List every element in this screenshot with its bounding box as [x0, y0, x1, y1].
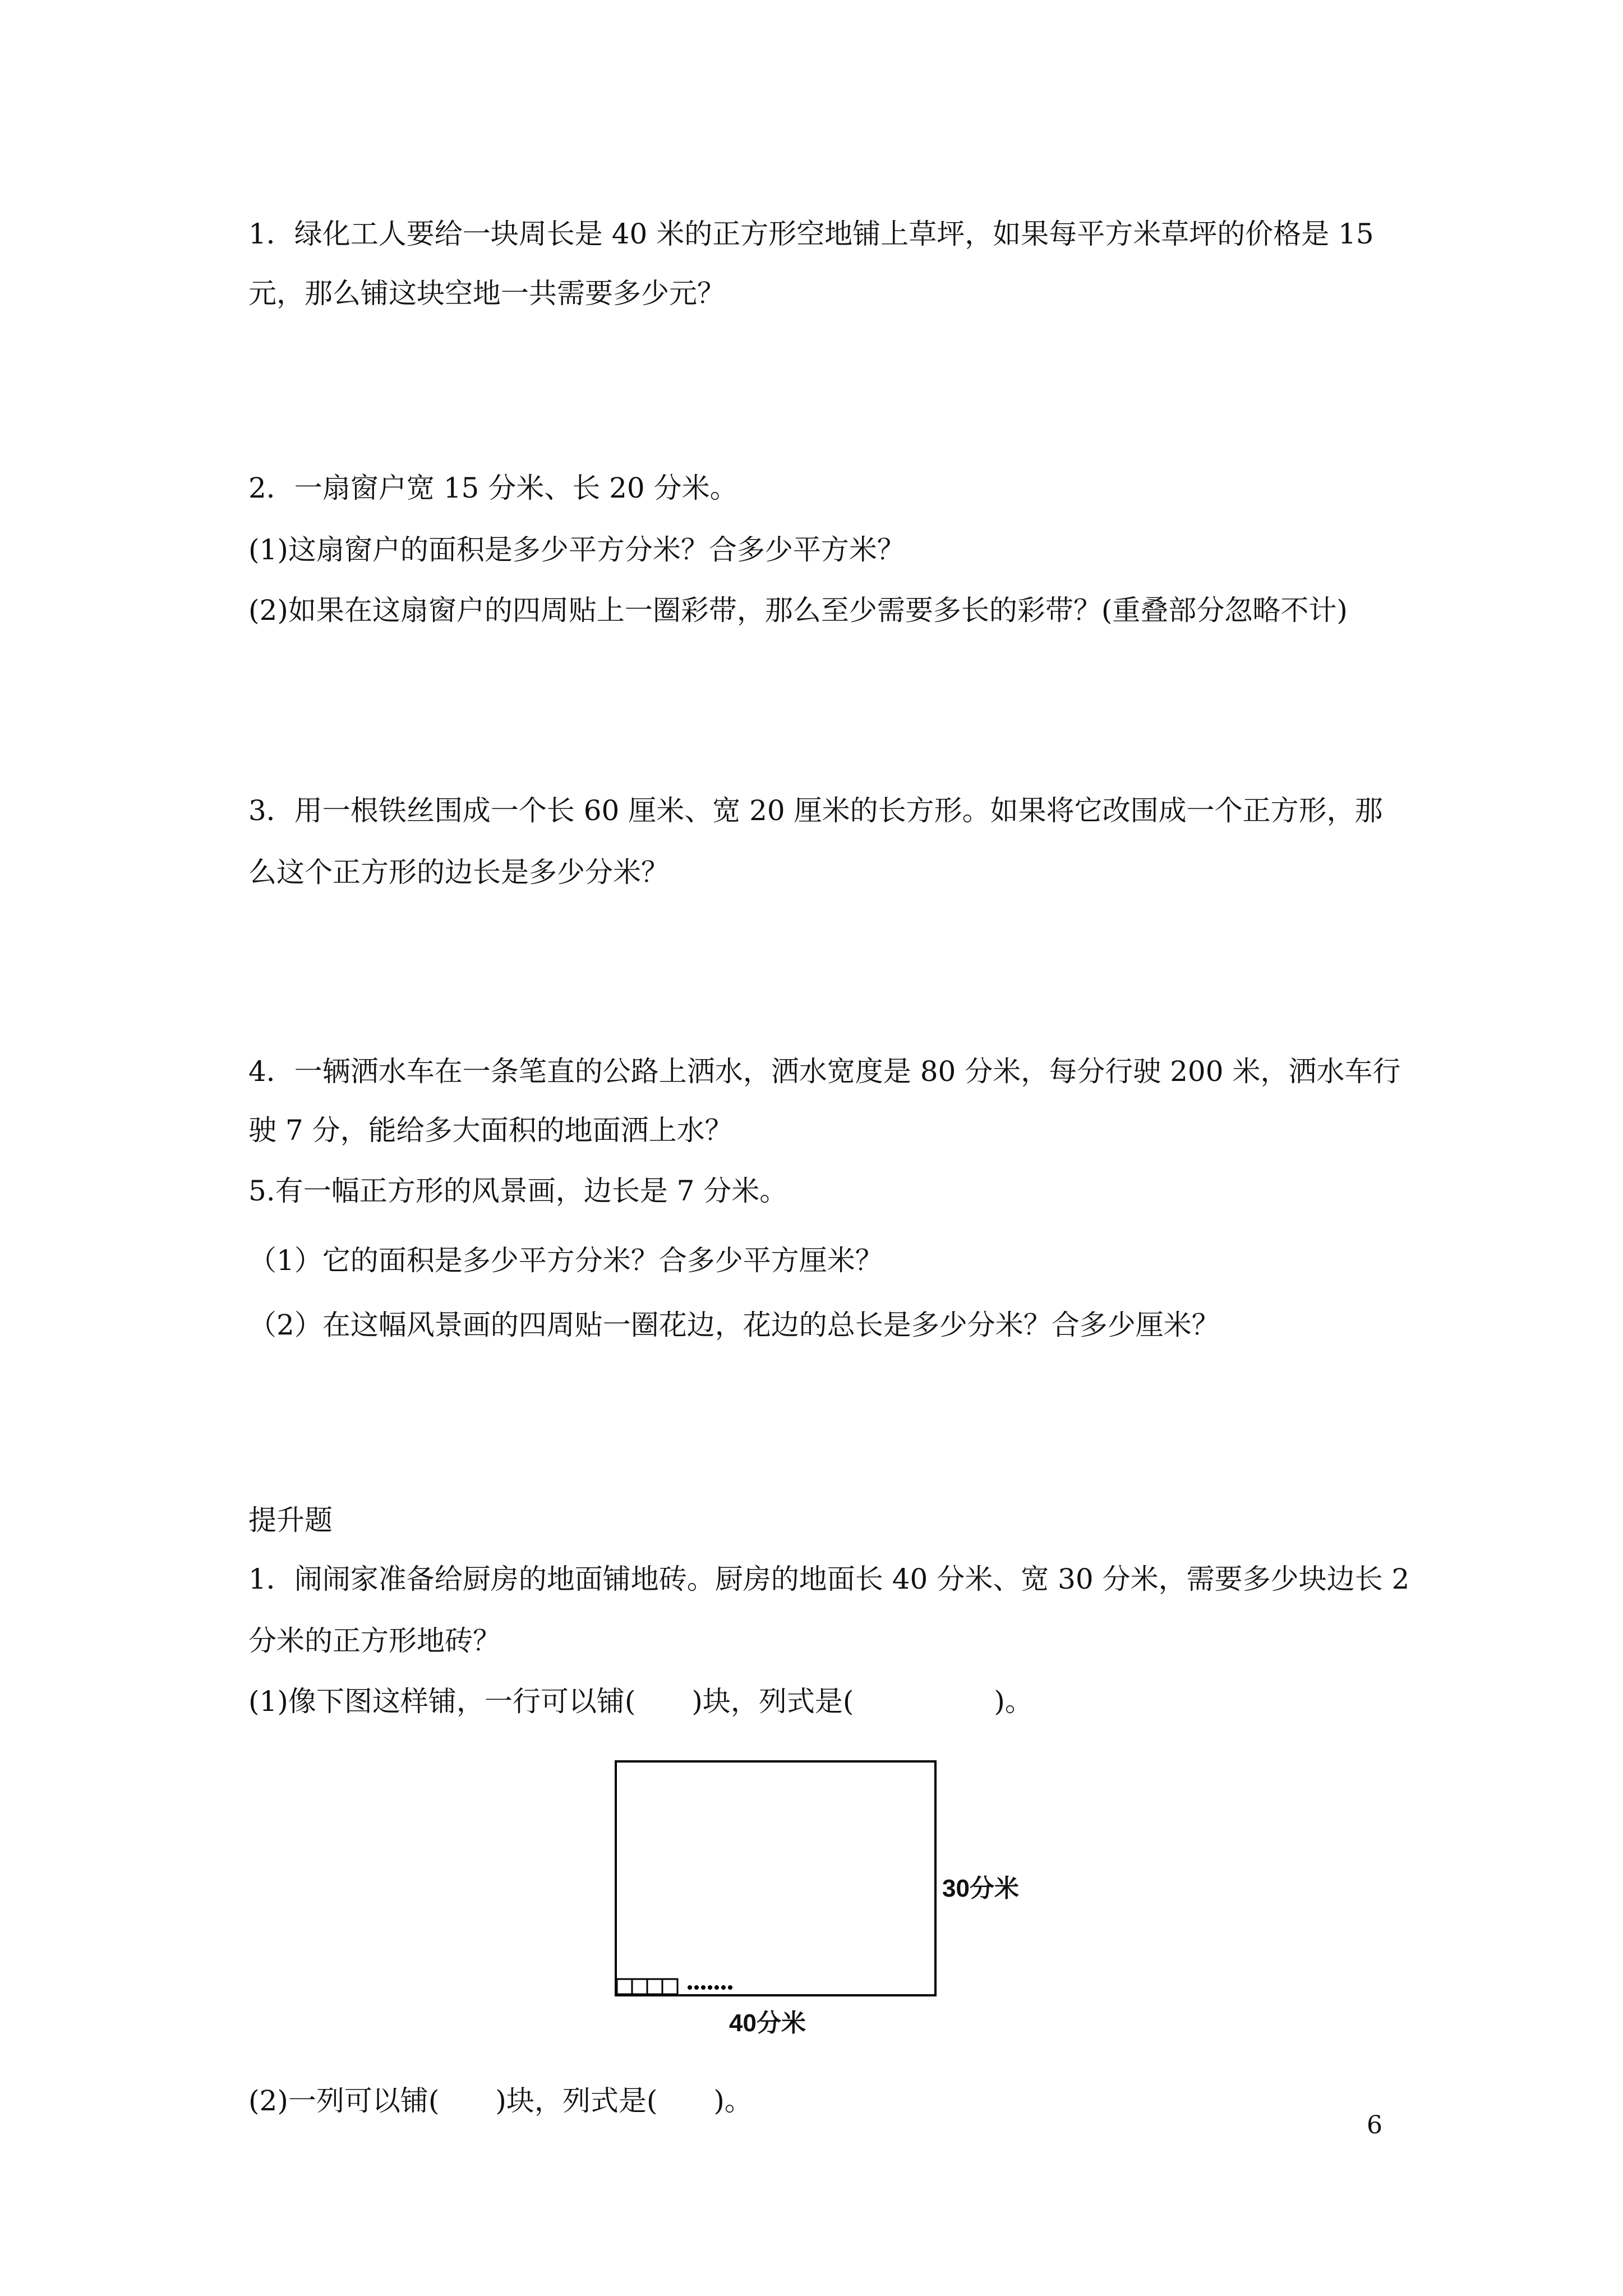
- q3-line-2: 么这个正方形的边长是多少分米？: [248, 856, 669, 889]
- q4-line-1: 4．一辆洒水车在一条笔直的公路上洒水，洒水宽度是 80 分米，每分行驶 200 米，洒水车行: [248, 1055, 1401, 1088]
- continuation-dots: [688, 1985, 732, 1990]
- tile-row: [617, 1979, 677, 1994]
- adv-line-1: 1．闹闹家准备给厨房的地面铺地砖。厨房的地面长 40 分米、宽 30 分米，需要多少块边长 2: [248, 1563, 1410, 1595]
- tile-3: [647, 1979, 662, 1994]
- page-number: 6: [1367, 2111, 1382, 2139]
- width-label: 40分米: [729, 2009, 806, 2037]
- q5-line-2: （1）它的面积是多少平方分米？合多少平方厘米？: [248, 1244, 883, 1277]
- q5-line-3: （2）在这幅风景画的四周贴一圈花边，花边的总长是多少分米？合多少厘米？: [248, 1309, 1220, 1341]
- q2-line-2: (1)这扇窗户的面积是多少平方分米？合多少平方米？: [248, 533, 905, 566]
- tile-1: [617, 1979, 632, 1994]
- tile-2: [632, 1979, 647, 1994]
- adv-line-4: (2)一列可以铺( )块，列式是( )。: [248, 2085, 753, 2117]
- kitchen-floor-diagram: [606, 1745, 1032, 2059]
- q1-line-1: 1．绿化工人要给一块周长是 40 米的正方形空地铺上草坪，如果每平方米草坪的价格是 15: [248, 218, 1374, 250]
- q2-line-1: 2．一扇窗户宽 15 分米、长 20 分米。: [248, 472, 738, 504]
- q2-line-3: (2)如果在这扇窗户的四周贴上一圈彩带，那么至少需要多长的彩带？(重叠部分忽略不计): [248, 594, 1348, 627]
- floor-outline: [616, 1761, 935, 1995]
- adv-line-2: 分米的正方形地砖？: [248, 1625, 501, 1657]
- adv-line-3: (1)像下图这样铺，一行可以铺( )块，列式是( )。: [248, 1685, 1033, 1718]
- q1-line-2: 元，那么铺这块空地一共需要多少元？: [248, 277, 725, 310]
- q3-line-1: 3．用一根铁丝围成一个长 60 厘米、宽 20 厘米的长方形。如果将它改围成一个正方形，那: [248, 794, 1383, 827]
- section-title: 提升题: [248, 1504, 333, 1536]
- tile-4: [662, 1979, 677, 1994]
- height-label: 30分米: [942, 1875, 1019, 1902]
- q4-line-2: 驶 7 分，能给多大面积的地面洒上水？: [248, 1114, 733, 1147]
- q5-line-1: 5.有一幅正方形的风景画，边长是 7 分米。: [248, 1175, 788, 1207]
